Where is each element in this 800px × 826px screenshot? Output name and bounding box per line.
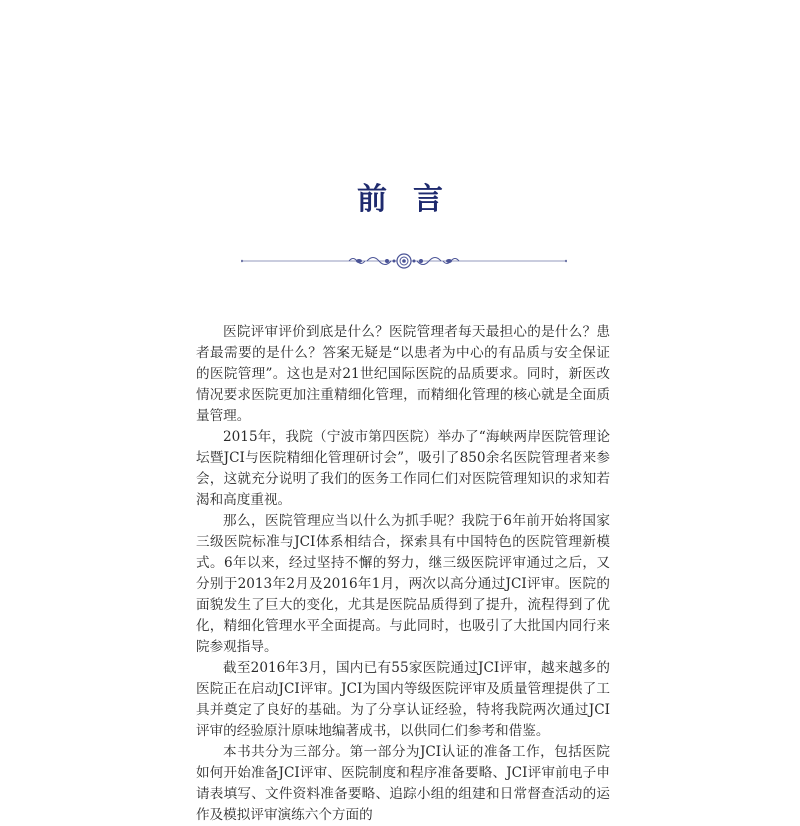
page-title: 前言 <box>357 182 469 217</box>
body-text <box>196 322 610 826</box>
paragraph-1: 医院评审评价到底是什么？医院管理者每天最担心的是什么？患者最需要的是什么？答案无疑是“以患者为中心的有品质与安全保证的医院管理”。这也是对21世纪国际医院的品质要求。同时，新医改情况要求医院更加注重精细化管理，而精细化管理的核心就是全面质量管理。 <box>196 324 610 424</box>
paragraph-2: 2015年，我院（宁波市第四医院）举办了“海峡两岸医院管理论坛暨JCI与医院精细化管理研讨会”，吸引了850余名医院管理者来参会，这就充分说明了我们的医务工作同仁们对医院管理知识的求知若渴和高度重视。 <box>196 429 610 508</box>
paragraph-4: 截至2016年3月，国内已有55家医院通过JCI评审，越来越多的医院正在启动JCI评审。JCI为国内等级医院评审及质量管理提供了工具并奠定了良好的基础。为了分享认证经验，特将我院两次通过JCI评审的经验原汁原味地编著成书，以供同仁们参考和借鉴。 <box>196 660 610 739</box>
decorative-divider-icon <box>241 252 567 270</box>
paragraph-3: 那么，医院管理应当以什么为抓手呢？我院于6年前开始将国家三级医院标准与JCI体系相结合，探索具有中国特色的医院管理新模式。6年以来，经过坚持不懈的努力，继三级医院评审通过之后，又分别于2013年2月及2016年1月，两次以高分通过JCI评审。医院的面貌发生了巨大的变化，尤其是医院品质得到了提升，流程得到了优化，精细化管理水平全面提高。与此同时，也吸引了大批国内同行来院参观指导。 <box>196 513 610 655</box>
paragraph-5: 本书共分为三部分。第一部分为JCI认证的准备工作，包括医院如何开始准备JCI评审、医院制度和程序准备要略、JCI评审前电子申请表填写、文件资料准备要略、追踪小组的组建和日常督查活动的运作及模拟评审演练六个方面的 <box>196 744 610 823</box>
